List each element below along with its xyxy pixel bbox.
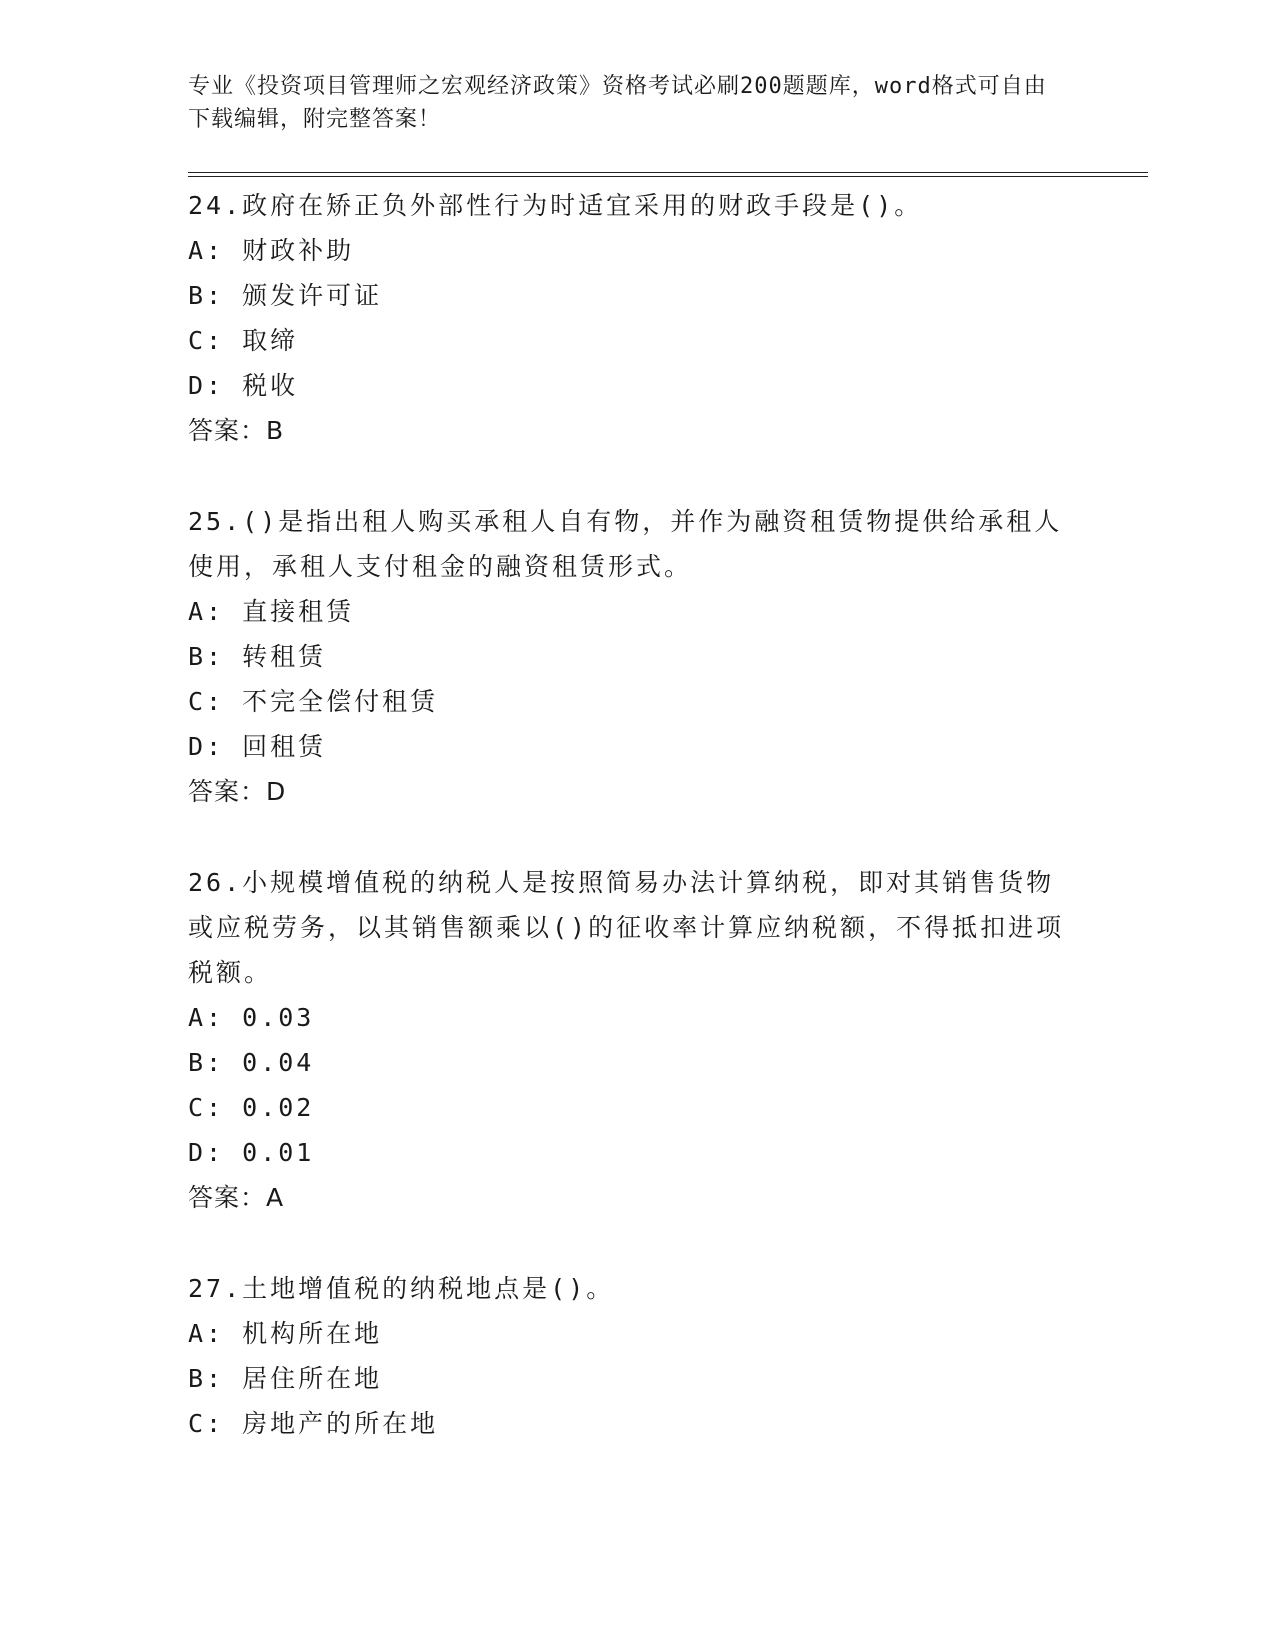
- option-c: C: 房地产的所在地: [188, 1409, 439, 1438]
- question-text: 24.政府在矫正负外部性行为时适宜采用的财政手段是()。: [188, 191, 923, 220]
- question-text: 26.小规模增值税的纳税人是按照简易办法计算纳税，即对其销售货物或应税劳务，以其销售额乘以()的征收率计算应纳税额，不得抵扣进项税额。: [188, 868, 1065, 987]
- option-c: C: 取缔: [188, 326, 299, 355]
- answer: 答案：A: [188, 1183, 285, 1212]
- question-text: 27.土地增值税的纳税地点是()。: [188, 1274, 615, 1303]
- option-c: C: 0.02: [188, 1093, 315, 1122]
- option-b: B: 0.04: [188, 1048, 315, 1077]
- question-text: 25.()是指出租人购买承租人自有物，并作为融资租赁物提供给承租人使用，承租人支付租金的融资租赁形式。: [188, 507, 1063, 581]
- option-a: A: 机构所在地: [188, 1319, 383, 1348]
- question-25: [188, 499, 1148, 814]
- option-a: A: 0.03: [188, 1003, 315, 1032]
- answer: 答案：B: [188, 416, 285, 445]
- header-divider: [188, 172, 1148, 177]
- option-a: A: 直接租赁: [188, 597, 355, 626]
- option-b: B: 颁发许可证: [188, 281, 383, 310]
- document-page: [188, 70, 1148, 1492]
- question-24: [188, 183, 1148, 453]
- document-header: 专业《投资项目管理师之宏观经济政策》资格考试必刷200题题库，word格式可自由下载编辑，附完整答案！: [188, 74, 1047, 132]
- option-d: D: 回租赁: [188, 732, 327, 761]
- question-26: [188, 860, 1148, 1220]
- option-b: B: 转租赁: [188, 642, 327, 671]
- option-d: D: 0.01: [188, 1138, 315, 1167]
- question-27: [188, 1266, 1148, 1446]
- option-d: D: 税收: [188, 371, 299, 400]
- answer: 答案：D: [188, 777, 287, 806]
- option-a: A: 财政补助: [188, 236, 355, 265]
- question-list: [188, 183, 1148, 1446]
- option-c: C: 不完全偿付租赁: [188, 687, 439, 716]
- option-b: B: 居住所在地: [188, 1364, 383, 1393]
